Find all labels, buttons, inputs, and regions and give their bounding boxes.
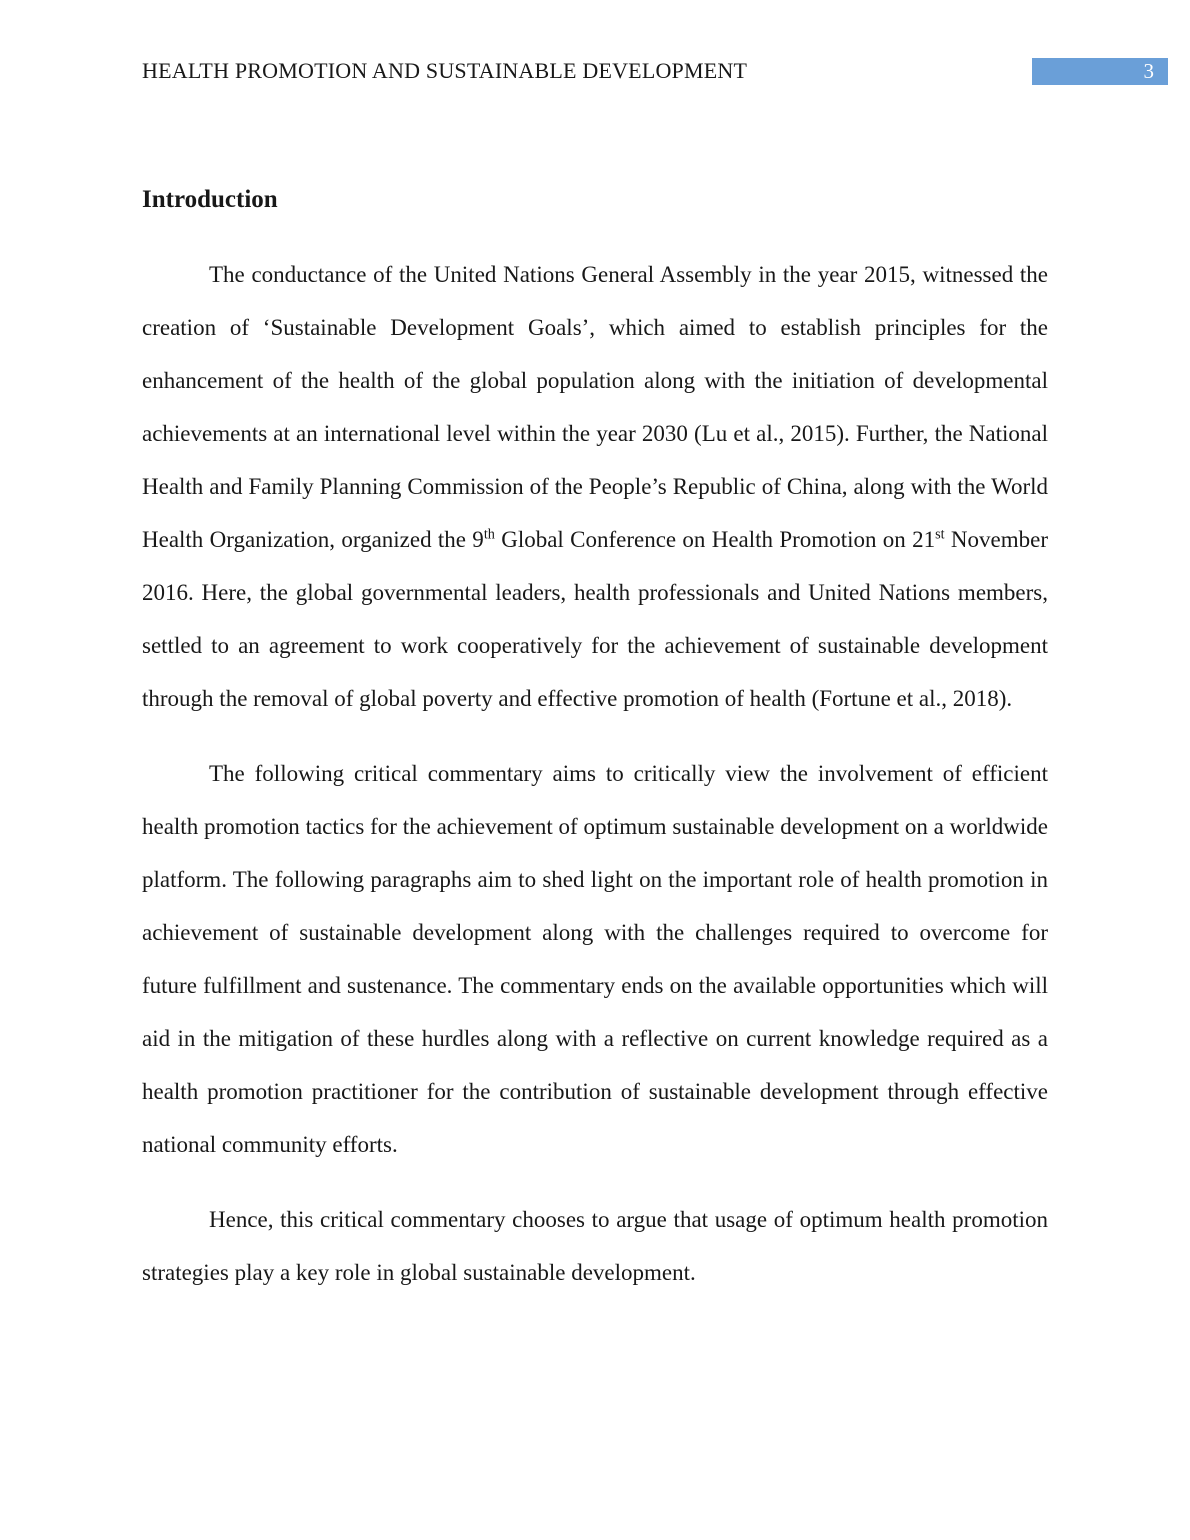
paragraph-text: Global Conference on Health Promotion on 21 (494, 527, 936, 552)
superscript-text: st (935, 526, 945, 543)
page-number: 3 (1143, 58, 1154, 83)
page-number-badge (1032, 58, 1168, 85)
paragraphs (142, 248, 1048, 1299)
paragraph-text: The conductance of the United Nations General Assembly in the year 2015, witnessed the creation of ‘Sustainable Development Goals’, which aimed to establish principles for the enhancement of the health of the global population along with the initiation of developmental achievements at an international level within the year 2030 (Lu et al., 2015). Further, the National Health and Family Planning Commission of the People’s Republic of China, along with the World Health Organization, organized the 9 (142, 262, 1048, 552)
paragraph-text: The following critical commentary aims to critically view the involvement of efficient health promotion tactics for the achievement of optimum sustainable development on a worldwide platform. The following paragraphs aim to shed light on the important role of health promotion in achievement of sustainable development along with the challenges required to overcome for future fulfillment and sustenance. The commentary ends on the available opportunities which will aid in the mitigation of these hurdles along with a reflective on current knowledge required as a health promotion practitioner for the contribution of sustainable development through effective national community efforts. (142, 761, 1048, 1157)
document-body (142, 186, 1048, 1321)
section-heading: Introduction (142, 186, 278, 213)
paragraph-text: Hence, this critical commentary chooses to argue that usage of optimum health promotion strategies play a key role in global sustainable development. (142, 1207, 1048, 1285)
paragraph-text: November 2016. Here, the global governmental leaders, health professionals and United Nations members, settled to an agreement to work cooperatively for the achievement of sustainable development through the removal of global poverty and effective promotion of health (Fortune et al., 2018). (142, 527, 1048, 711)
running-head-text: HEALTH PROMOTION AND SUSTAINABLE DEVELOPMENT (142, 58, 748, 83)
running-header (142, 56, 1168, 86)
paragraph (142, 248, 1048, 725)
superscript-text: th (483, 526, 495, 543)
paragraph (142, 1193, 1048, 1299)
paragraph (142, 747, 1048, 1171)
